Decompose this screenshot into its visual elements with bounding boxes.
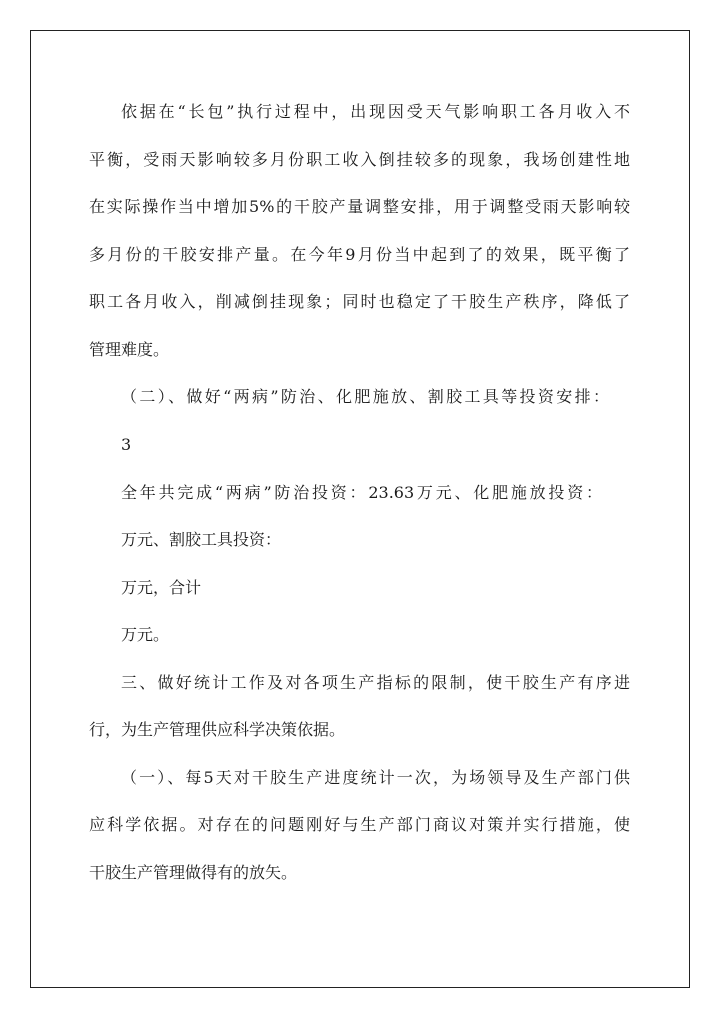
paragraph-line: 干胶生产管理做得有的放矢。 — [89, 863, 298, 882]
paragraph-line: 万元、割胶工具投资： — [121, 530, 282, 549]
paragraph-line: 万元，合计 — [121, 578, 202, 597]
page-border — [30, 30, 690, 988]
paragraph-line: （一）、每5天对干胶生产进度统计一次，为场领导及生产部门供 — [121, 768, 630, 787]
paragraph-line: 平衡，受雨天影响较多月份职工收入倒挂较多的现象，我场创建性地 — [89, 150, 630, 169]
section-heading: （二）、做好“两病”防治、化肥施放、割胶工具等投资安排： — [121, 387, 609, 406]
paragraph-line: 管理难度。 — [89, 340, 170, 359]
paragraph-line: 万元。 — [121, 625, 170, 644]
paragraph-line: 全年共完成“两病”防治投资：23.63万元、化肥施放投资： — [121, 483, 602, 502]
paragraph-line: 应科学依据。对存在的问题刚好与生产部门商议对策并实行措施，使 — [89, 815, 630, 834]
paragraph-line: 多月份的干胶安排产量。在今年9月份当中起到了的效果，既平衡了 — [89, 245, 630, 264]
paragraph-line: 在实际操作当中增加5%的干胶产量调整安排，用于调整受雨天影响较 — [89, 197, 630, 216]
paragraph-line: 行，为生产管理供应科学决策依据。 — [89, 720, 346, 739]
paragraph-line: 职工各月收入，削减倒挂现象；同时也稳定了干胶生产秩序，降低了 — [89, 292, 630, 311]
section-heading: 三、做好统计工作及对各项生产指标的限制，使干胶生产有序进 — [121, 673, 630, 692]
paragraph-line: 3 — [121, 435, 132, 454]
paragraph-line: 依据在“长包”执行过程中，出现因受天气影响职工各月收入不 — [121, 102, 630, 121]
